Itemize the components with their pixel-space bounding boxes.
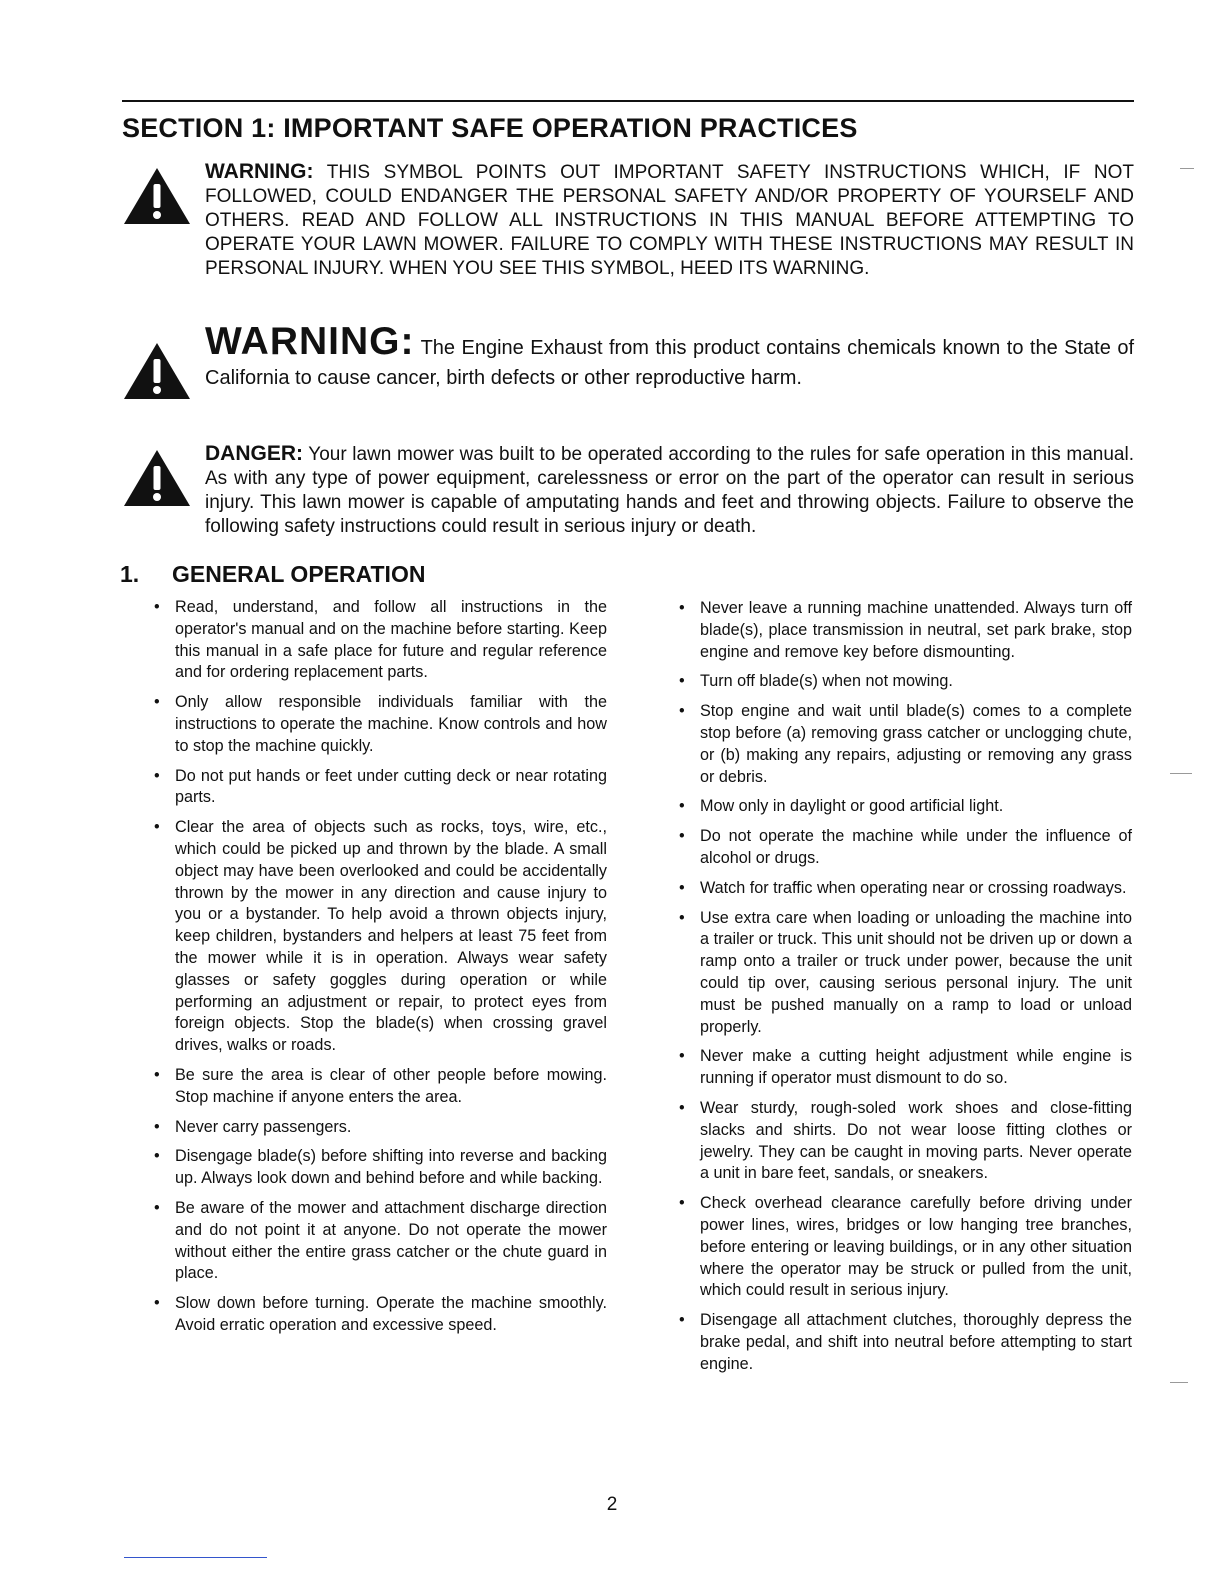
section-title: SECTION 1: IMPORTANT SAFE OPERATION PRACTICES (122, 113, 858, 143)
scan-mark (1180, 168, 1194, 169)
bullet-item: • Read, understand, and follow all instructions in the operator's manual and on the machine before starting. Keep this manual in a safe place for future and regular reference and for ordering replacement parts. (152, 597, 607, 684)
bullet-item: • Watch for traffic when operating near or crossing roadways. (677, 878, 1132, 900)
general-operation-heading (120, 561, 425, 588)
alert-body: THIS SYMBOL POINTS OUT IMPORTANT SAFETY INSTRUCTIONS WHICH, IF NOT FOLLOWED, COULD ENDANGER THE PERSONAL SAFETY AND/OR PROPERTY OF YOURSELF AND OTHERS. READ AND FOLLOW ALL INSTRUCTIONS IN THIS MANUAL BEFORE ATTEMPTING TO OPERATE YOUR LAWN MOWER. FAILURE TO COMPLY WITH THESE INSTRUCTIONS MAY RESULT IN PERSONAL INJURY. WHEN YOU SEE THIS SYMBOL, HEED ITS WARNING. (205, 162, 1134, 279)
bullet-item: • Be sure the area is clear of other people before mowing. Stop machine if anyone enters the area. (152, 1065, 607, 1109)
bullet-item: • Use extra care when loading or unloading the machine into a trailer or truck. This unit should not be driven up or down a ramp onto a trailer or truck under power, because the unit could tip over, causing serious personal injury. The unit must be pushed manually on a ramp to load or unload properly. (677, 908, 1132, 1039)
bullet-item: • Never carry passengers. (152, 1117, 607, 1139)
bullet-item: • Turn off blade(s) when not mowing. (677, 671, 1132, 693)
page-number: 2 (606, 1494, 618, 1515)
alert-lead: WARNING: (205, 160, 314, 183)
bullet-item: • Stop engine and wait until blade(s) comes to a complete stop before (a) removing grass catcher or unclogging chute, or (b) making any repairs, adjusting or removing any grass or debris. (677, 701, 1132, 788)
warning-triangle-icon (122, 166, 192, 226)
safety-warning-block (122, 160, 1134, 281)
bullet-item: • Never make a cutting height adjustment while engine is running if operator must dismount to do so. (677, 1046, 1132, 1090)
bullet-item: • Mow only in daylight or good artificial light. (677, 796, 1132, 818)
bullet-item: • Check overhead clearance carefully before driving under power lines, wires, bridges or low hanging tree branches, before entering or leaving buildings, or in any other situation where the operator may be struck or pulled from the unit, which could result in serious injury. (677, 1193, 1132, 1302)
footer-rule (124, 1557, 267, 1558)
warning-text (205, 320, 1134, 393)
alert-lead: WARNING: (205, 320, 415, 363)
danger-text (205, 442, 1134, 539)
bullet-item: • Slow down before turning. Operate the machine smoothly. Avoid erratic operation and excessive speed. (152, 1293, 607, 1337)
scan-mark (1170, 773, 1192, 774)
heading-title: GENERAL OPERATION (172, 561, 426, 587)
left-bullet-list (152, 597, 607, 1345)
warning-text (205, 160, 1134, 281)
alert-body: Your lawn mower was built to be operated according to the rules for safe operation in this manual. As with any type of power equipment, carelessness or error on the part of the operator can result in serious injury. This lawn mower is capable of amputating hands and feet and throwing objects. Failure to observe the following safety instructions could result in serious injury or death. (205, 444, 1134, 537)
bullet-item: • Do not operate the machine while under the influence of alcohol or drugs. (677, 826, 1132, 870)
alert-lead: DANGER: (205, 442, 303, 465)
alert-body: The Engine Exhaust from this product contains chemicals known to the State of California to cause cancer, birth defects or other reproductive harm. (205, 337, 1134, 389)
california-warning-block (122, 320, 1134, 393)
bullet-item: • Be aware of the mower and attachment discharge direction and do not point it at anyone. Do not operate the mower without either the entire grass catcher or the chute guard in place. (152, 1198, 607, 1285)
bullet-item: • Only allow responsible individuals familiar with the instructions to operate the machine. Know controls and how to stop the machine quickly. (152, 692, 607, 757)
bullet-item: • Do not put hands or feet under cutting deck or near rotating parts. (152, 766, 607, 810)
top-rule (122, 100, 1134, 102)
bullet-item: • Wear sturdy, rough-soled work shoes and close-fitting slacks and shirts. Do not wear loose fitting clothes or jewelry. They can be caught in moving parts. Never operate a unit in bare feet, sandals, or sneakers. (677, 1098, 1132, 1185)
danger-block (122, 442, 1134, 539)
bullet-item: • Clear the area of objects such as rocks, toys, wire, etc., which could be picked up and thrown by the blade. A small object may have been overlooked and could be accidentally thrown by the mower in any direction and cause injury to you or a bystander. To help avoid a thrown objects injury, keep children, bystanders and helpers at least 75 feet from the mower while it is in operation. Always wear safety glasses or safety goggles during operation or while performing an adjustment or repair, to protect eyes from foreign objects. Stop the blade(s) when crossing gravel drives, walks or roads. (152, 817, 607, 1057)
right-bullet-list (677, 598, 1132, 1384)
warning-triangle-icon (122, 341, 192, 401)
heading-number: 1. (120, 561, 140, 587)
bullet-item: • Disengage blade(s) before shifting into reverse and backing up. Always look down and behind before and while backing. (152, 1146, 607, 1190)
bullet-item: • Never leave a running machine unattended. Always turn off blade(s), place transmission in neutral, set park brake, stop engine and remove key before dismounting. (677, 598, 1132, 663)
warning-triangle-icon (122, 448, 192, 508)
bullet-item: • Disengage all attachment clutches, thoroughly depress the brake pedal, and shift into neutral before attempting to start engine. (677, 1310, 1132, 1375)
scan-mark (1170, 1382, 1188, 1383)
